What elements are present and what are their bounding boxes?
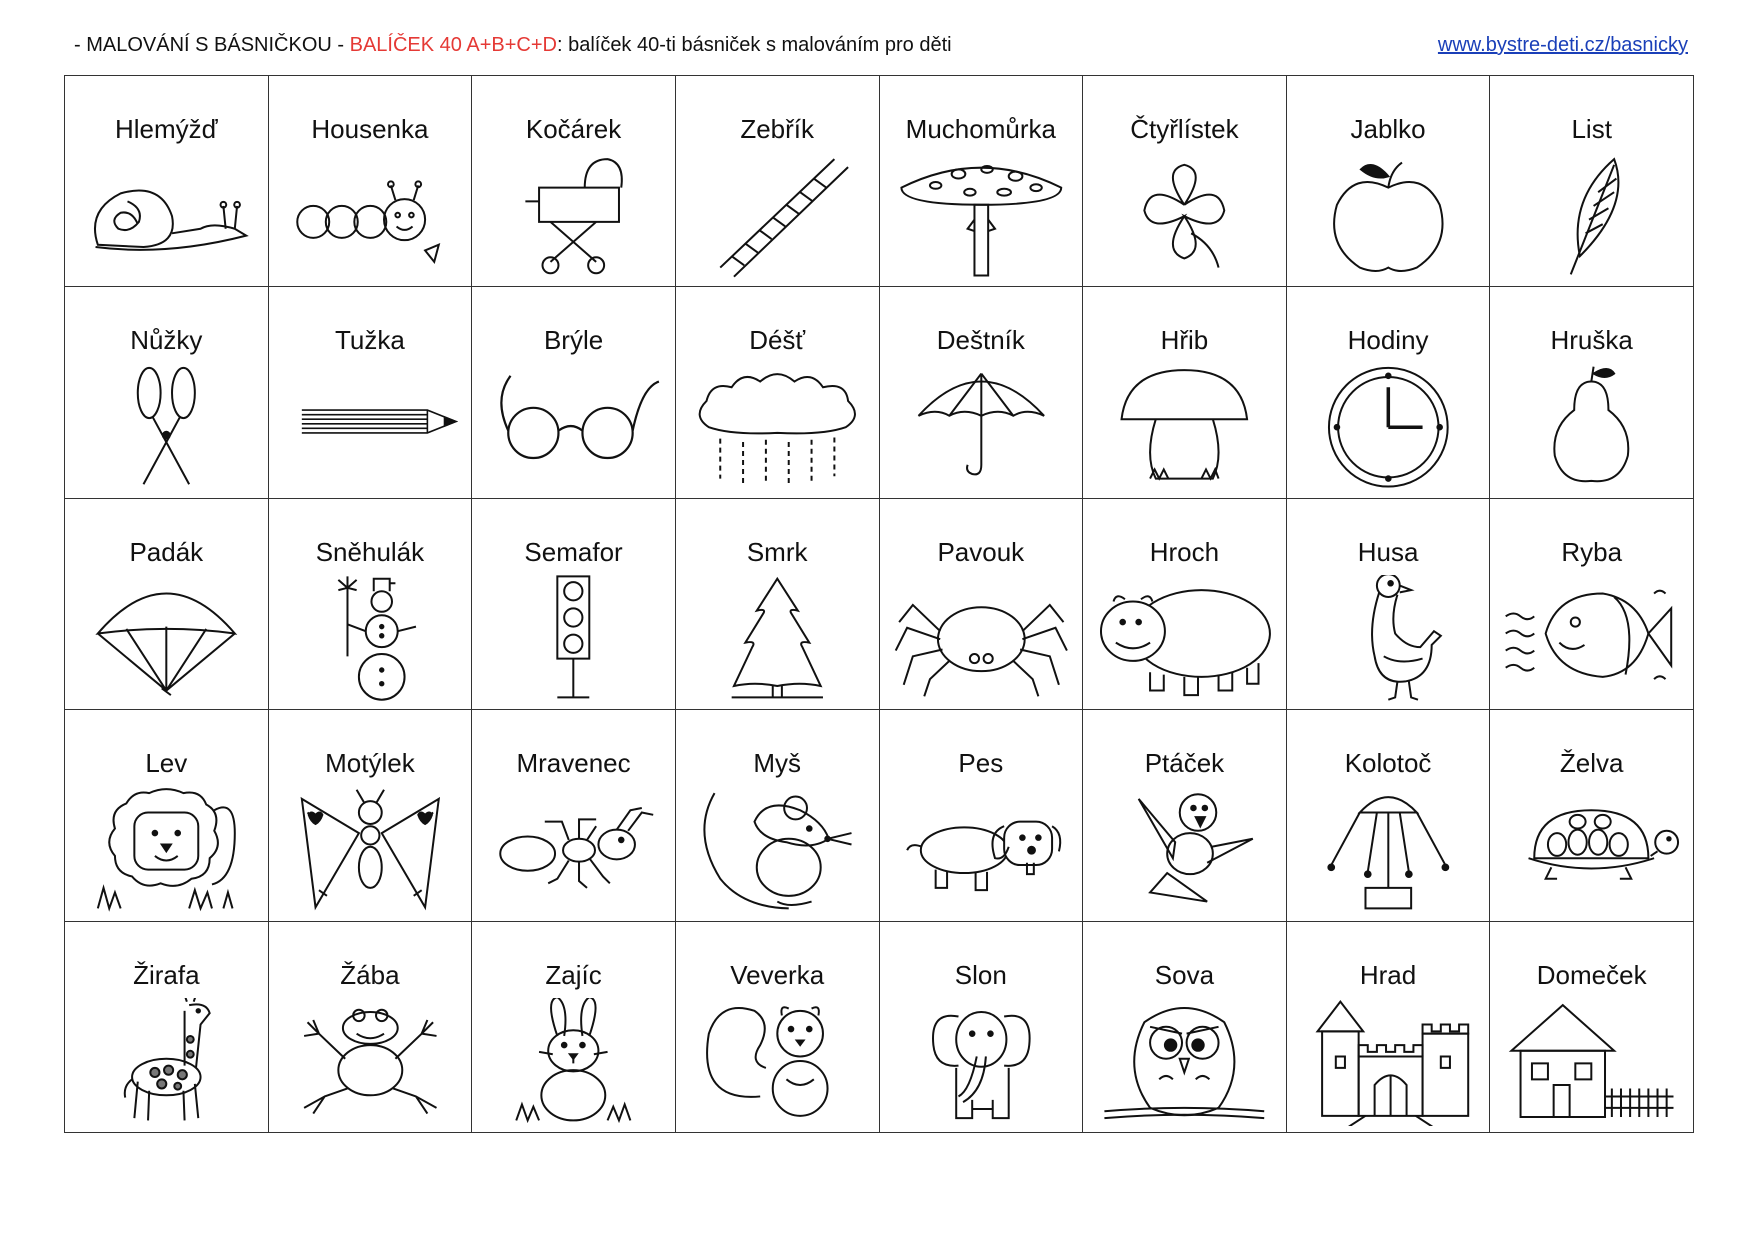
card-glasses bbox=[472, 287, 676, 498]
card-label: Jablko bbox=[1350, 114, 1426, 144]
parachute-icon bbox=[75, 575, 258, 703]
header-highlight: BALÍČEK 40 A+B+C+D bbox=[349, 34, 557, 56]
card-label: Hodiny bbox=[1347, 325, 1429, 356]
mushroom-icon bbox=[1093, 363, 1276, 491]
spider-icon bbox=[890, 575, 1073, 703]
castle-icon bbox=[1297, 998, 1480, 1126]
card-snail bbox=[65, 76, 269, 287]
card-label: Mravenec bbox=[516, 748, 631, 779]
card-label: Hřib bbox=[1160, 325, 1209, 356]
card-label: Pavouk bbox=[937, 536, 1025, 567]
card-rain bbox=[676, 287, 880, 498]
frog-icon bbox=[279, 998, 462, 1126]
card-label: Hroch bbox=[1149, 536, 1220, 567]
giraffe-icon bbox=[75, 998, 258, 1126]
carousel-icon bbox=[1297, 786, 1480, 914]
card-rabbit bbox=[472, 922, 676, 1133]
card-castle bbox=[1287, 922, 1491, 1133]
card-label: Veverka bbox=[730, 959, 825, 990]
snowman-icon bbox=[279, 575, 462, 703]
card-label: Deštník bbox=[936, 325, 1025, 356]
card-giraffe bbox=[65, 922, 269, 1133]
card-label: Hruška bbox=[1550, 325, 1633, 356]
mouse-icon bbox=[686, 786, 869, 914]
card-label: Zebřík bbox=[740, 114, 815, 144]
card-label: Ptáček bbox=[1144, 748, 1225, 779]
card-spider bbox=[880, 499, 1084, 710]
card-pram bbox=[472, 76, 676, 287]
card-dog bbox=[880, 710, 1084, 921]
card-label: Sova bbox=[1154, 959, 1215, 990]
card-apple bbox=[1287, 76, 1491, 287]
card-carousel bbox=[1287, 710, 1491, 921]
header-prefix: - MALOVÁNÍ S BÁSNIČKOU - bbox=[74, 34, 350, 56]
ant-icon bbox=[482, 786, 665, 914]
hippo-icon bbox=[1093, 575, 1276, 703]
card-caterpillar bbox=[269, 76, 473, 287]
ladder-icon bbox=[686, 152, 869, 280]
clock-icon bbox=[1297, 363, 1480, 491]
card-house bbox=[1490, 922, 1694, 1133]
card-label: Brýle bbox=[543, 325, 604, 356]
card-ladder bbox=[676, 76, 880, 287]
card-hippo bbox=[1083, 499, 1287, 710]
pear-icon bbox=[1500, 363, 1683, 491]
card-elephant bbox=[880, 922, 1084, 1133]
card-pencil bbox=[269, 287, 473, 498]
squirrel-icon bbox=[686, 998, 869, 1126]
card-label: Kolotoč bbox=[1344, 748, 1432, 779]
owl-icon bbox=[1093, 998, 1276, 1126]
header-suffix: : balíček 40-ti básniček s malováním pro děti bbox=[556, 34, 952, 56]
card-snowman bbox=[269, 499, 473, 710]
page-header bbox=[74, 30, 1694, 60]
apple-icon bbox=[1297, 152, 1480, 280]
card-turtle bbox=[1490, 710, 1694, 921]
card-label: Lev bbox=[145, 748, 188, 779]
card-clover bbox=[1083, 76, 1287, 287]
card-frog bbox=[269, 922, 473, 1133]
card-label: Kočárek bbox=[525, 114, 622, 144]
card-fish bbox=[1490, 499, 1694, 710]
card-label: Čtyřlístek bbox=[1130, 114, 1239, 144]
card-label: Padák bbox=[129, 536, 204, 567]
card-label: Myš bbox=[753, 748, 802, 779]
umbrella-icon bbox=[890, 363, 1073, 491]
card-label: Déšť bbox=[749, 325, 806, 356]
pram-icon bbox=[482, 152, 665, 280]
rabbit-icon bbox=[482, 998, 665, 1126]
goose-icon bbox=[1297, 575, 1480, 703]
card-label: Smrk bbox=[746, 536, 808, 567]
leaf-icon bbox=[1500, 152, 1683, 280]
card-goose bbox=[1287, 499, 1491, 710]
card-umbrella bbox=[880, 287, 1084, 498]
fly-agaric-icon bbox=[890, 152, 1073, 280]
website-link[interactable]: www.bystre-deti.cz/basnicky bbox=[1437, 34, 1688, 56]
card-bird bbox=[1083, 710, 1287, 921]
card-label: Žába bbox=[340, 959, 400, 990]
card-label: Želva bbox=[1559, 748, 1624, 779]
card-label: Sněhulák bbox=[315, 536, 425, 567]
card-label: Žirafa bbox=[133, 959, 200, 990]
card-mouse bbox=[676, 710, 880, 921]
card-label: Motýlek bbox=[325, 748, 415, 779]
house-icon bbox=[1500, 998, 1683, 1126]
card-mushroom bbox=[1083, 287, 1287, 498]
bird-icon bbox=[1093, 786, 1276, 914]
pencil-icon bbox=[279, 363, 462, 491]
traffic-light-icon bbox=[482, 575, 665, 703]
scissors-icon bbox=[75, 363, 258, 491]
card-ant bbox=[472, 710, 676, 921]
card-butterfly bbox=[269, 710, 473, 921]
four-leaf-clover-icon bbox=[1093, 152, 1276, 280]
card-label: Domeček bbox=[1536, 959, 1647, 990]
card-parachute bbox=[65, 499, 269, 710]
card-label: Husa bbox=[1357, 536, 1419, 567]
card-label: Hlemýžď bbox=[114, 114, 218, 144]
cards-grid bbox=[64, 75, 1694, 1133]
card-label: Housenka bbox=[311, 114, 429, 144]
card-label: Pes bbox=[958, 748, 1004, 779]
card-label: Slon bbox=[954, 959, 1007, 990]
card-pear bbox=[1490, 287, 1694, 498]
glasses-icon bbox=[482, 363, 665, 491]
card-label: List bbox=[1571, 114, 1612, 144]
card-label: Muchomůrka bbox=[905, 114, 1056, 144]
card-fly-agaric bbox=[880, 76, 1084, 287]
card-label: Semafor bbox=[524, 536, 623, 567]
card-owl bbox=[1083, 922, 1287, 1133]
card-clock bbox=[1287, 287, 1491, 498]
card-label: Zajíc bbox=[545, 959, 602, 990]
butterfly-icon bbox=[279, 786, 462, 914]
card-traffic-light bbox=[472, 499, 676, 710]
card-lion bbox=[65, 710, 269, 921]
card-label: Nůžky bbox=[130, 325, 203, 356]
turtle-icon bbox=[1500, 786, 1683, 914]
card-label: Hrad bbox=[1359, 959, 1417, 990]
lion-icon bbox=[75, 786, 258, 914]
card-squirrel bbox=[676, 922, 880, 1133]
spruce-icon bbox=[686, 575, 869, 703]
rain-cloud-icon bbox=[686, 363, 869, 491]
card-label: Tužka bbox=[335, 325, 405, 356]
card-scissors bbox=[65, 287, 269, 498]
dog-icon bbox=[890, 786, 1073, 914]
caterpillar-icon bbox=[279, 152, 462, 280]
card-label: Ryba bbox=[1561, 536, 1623, 567]
card-spruce bbox=[676, 499, 880, 710]
card-leaf bbox=[1490, 76, 1694, 287]
snail-icon bbox=[75, 152, 258, 280]
fish-icon bbox=[1500, 575, 1683, 703]
elephant-icon bbox=[890, 998, 1073, 1126]
